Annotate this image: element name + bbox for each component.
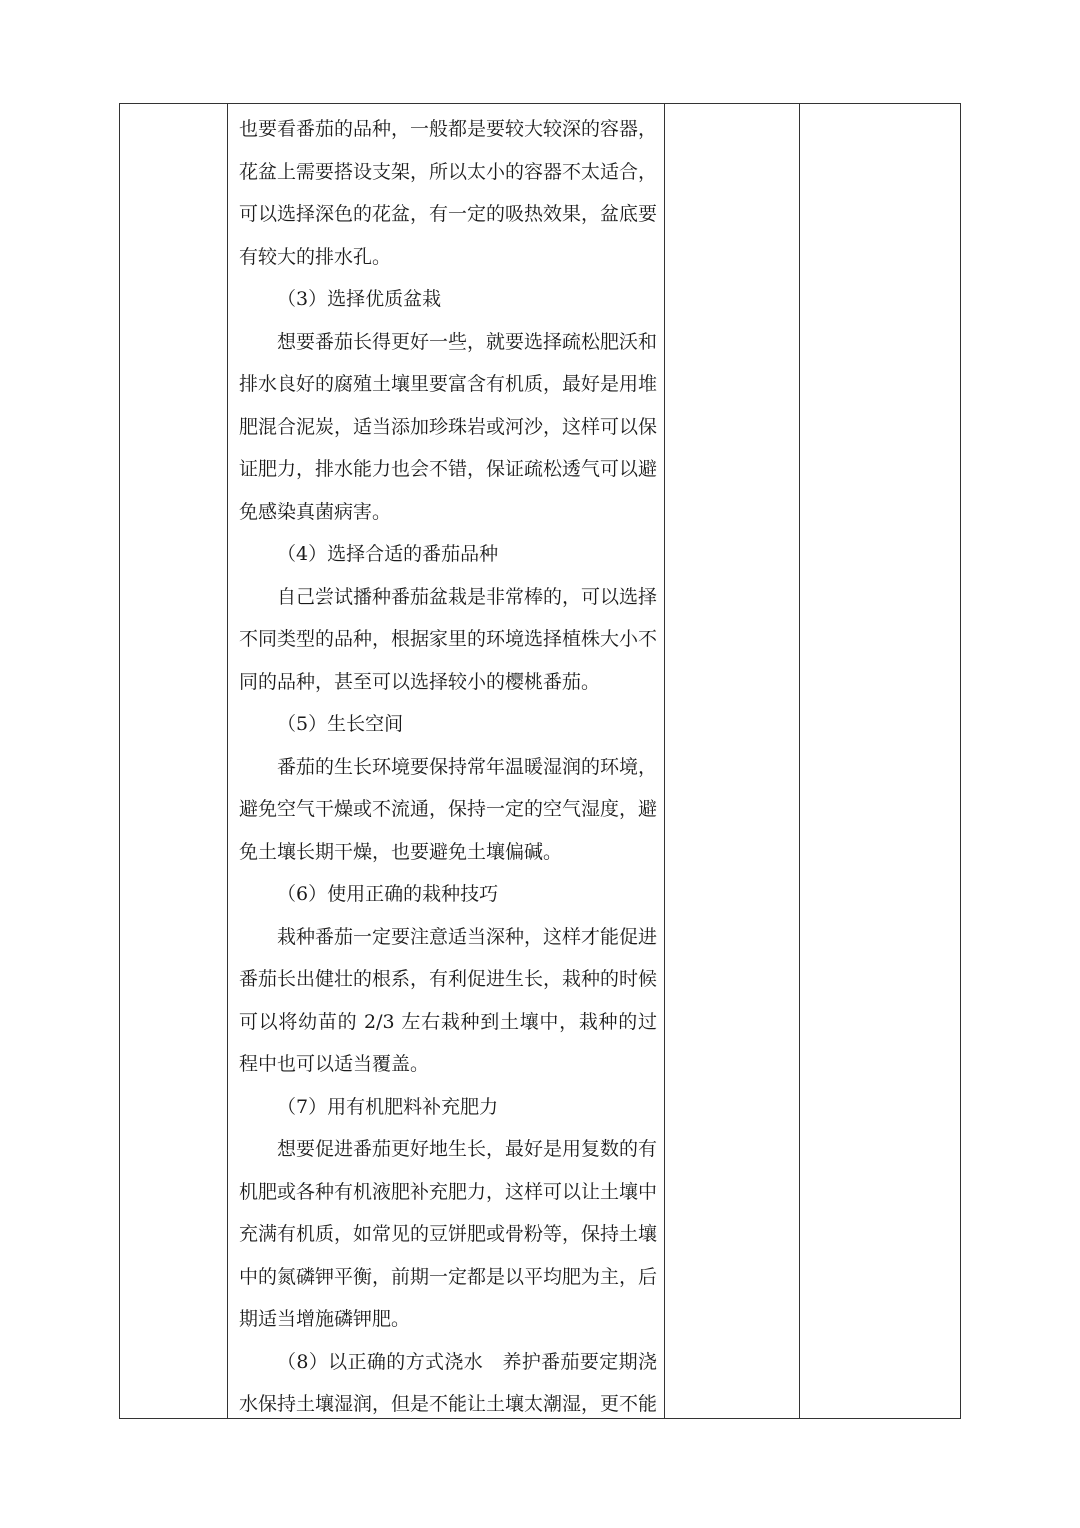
section-heading-6: （6）使用正确的栽种技巧	[277, 883, 499, 905]
section-heading-5: （5）生长空间	[277, 713, 404, 735]
table-cell-content	[228, 104, 665, 1418]
paragraph-soil: 想要番茄长得更好一些，就要选择疏松肥沃和排水良好的腐殖土壤里要富含有机质，最好是用堆肥混合泥炭，适当添加珍珠岩或河沙，这样可以保证肥力，排水能力也会不错，保证疏松透气可以避免感染真菌病害。	[239, 330, 658, 523]
table-cell-left	[120, 104, 228, 1418]
document-table	[119, 103, 961, 1419]
section-heading-4: （4）选择合适的番茄品种	[277, 543, 499, 565]
paragraph-space: 番茄的生长环境要保持常年温暖湿润的环境，避免空气干燥或不流通，保持一定的空气湿度，避免土壤长期干燥，也要避免土壤偏碱。	[239, 755, 658, 863]
table-cell-third	[665, 104, 800, 1418]
content-text	[239, 108, 657, 1426]
paragraph-variety: 自己尝试播种番茄盆栽是非常棒的，可以选择不同类型的品种，根据家里的环境选择植株大小不同的品种，甚至可以选择较小的樱桃番茄。	[239, 585, 658, 693]
paragraph-continuation: 也要看番茄的品种，一般都是要较大较深的容器，花盆上需要搭设支架，所以太小的容器不太适合，可以选择深色的花盆，有一定的吸热效果，盆底要有较大的排水孔。	[239, 118, 658, 268]
paragraph-fertilizer: 想要促进番茄更好地生长，最好是用复数的有机肥或各种有机液肥补充肥力，这样可以让土壤中充满有机质，如常见的豆饼肥或骨粉等，保持土壤中的氮磷钾平衡，前期一定都是以平均肥为主，后期适当增施磷钾肥。	[239, 1138, 658, 1330]
table-cell-fourth	[800, 104, 960, 1418]
section-heading-3: （3）选择优质盆栽	[277, 288, 442, 310]
section-heading-7: （7）用有机肥料补充肥力	[277, 1095, 499, 1118]
paragraph-planting: 栽种番茄一定要注意适当深种，这样才能促进番茄长出健壮的根系，有利促进生长，栽种的时候可以将幼苗的 2/3 左右栽种到土壤中，栽种的过程中也可以适当覆盖。	[239, 925, 658, 1075]
paragraph-watering: （8）以正确的方式浇水 养护番茄要定期浇水保持土壤湿润，但是不能让土壤太潮湿，更不能	[239, 1350, 658, 1415]
